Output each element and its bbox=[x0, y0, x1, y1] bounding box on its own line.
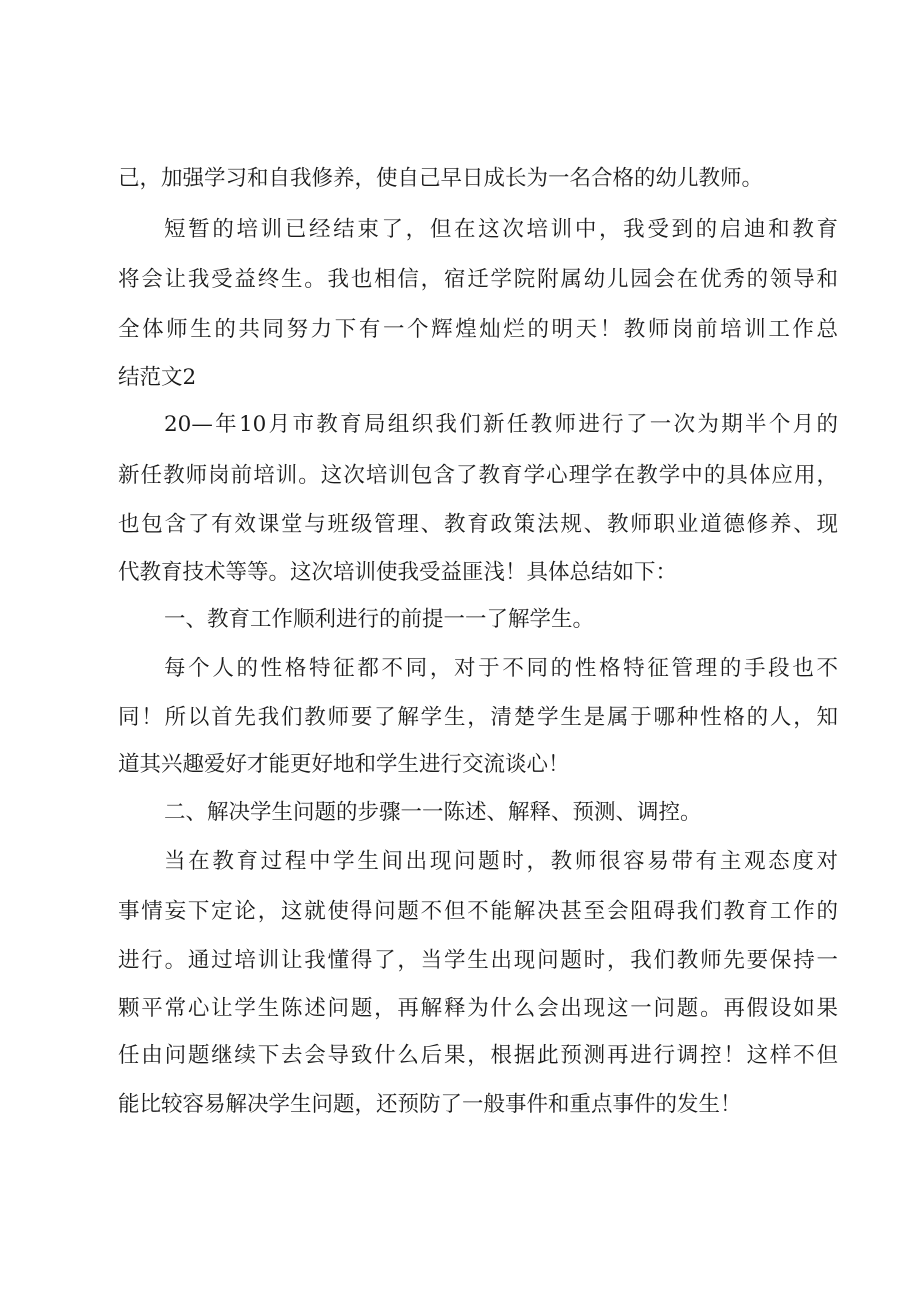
section-heading: 二、解决学生问题的步骤一一陈述、解释、预测、调控。 bbox=[164, 800, 702, 825]
text-line: 颗平常心让学生陈述问题，再解释为什么会出现这一问题。再假设如果 bbox=[118, 996, 838, 1021]
text-line: 也包含了有效课堂与班级管理、教育政策法规、教师职业道德修养、现 bbox=[118, 512, 838, 537]
text-line: 全体师生的共同努力下有一个辉煌灿烂的明天！教师岗前培训工作总 bbox=[118, 317, 838, 342]
text-line: 代教育技术等等。这次培训使我受益匪浅！具体总结如下： bbox=[118, 560, 678, 585]
text-line: 结范文2 bbox=[118, 365, 197, 390]
text-line: 同！所以首先我们教师要了解学生，清楚学生是属于哪种性格的人，知 bbox=[118, 705, 838, 730]
paragraph-first-line: 每个人的性格特征都不同，对于不同的性格特征管理的手段也不 bbox=[164, 656, 838, 681]
text-line: 事情妄下定论，这就使得问题不但不能解决甚至会阻碍我们教育工作的 bbox=[118, 899, 838, 924]
text-line: 新任教师岗前培训。这次培训包含了教育学心理学在教学中的具体应用， bbox=[118, 463, 838, 488]
text-line: 任由问题继续下去会导致什么后果，根据此预测再进行调控！这样不但 bbox=[118, 1043, 838, 1068]
section-heading: 一、教育工作顺利进行的前提一一了解学生。 bbox=[164, 607, 595, 632]
paragraph-first-line: 20—年10月市教育局组织我们新任教师进行了一次为期半个月的 bbox=[164, 412, 838, 437]
text-line: 道其兴趣爱好才能更好地和学生进行交流谈心！ bbox=[118, 752, 570, 777]
paragraph-first-line: 当在教育过程中学生间出现问题时，教师很容易带有主观态度对 bbox=[164, 849, 838, 874]
text-line: 己，加强学习和自我修养，使自己早日成长为一名合格的幼儿教师。 bbox=[118, 166, 764, 191]
paragraph-first-line: 短暂的培训已经结束了，但在这次培训中，我受到的启迪和教育 bbox=[164, 217, 838, 242]
text-line: 将会让我受益终生。我也相信，宿迁学院附属幼儿园会在优秀的领导和 bbox=[118, 267, 838, 292]
text-line: 能比较容易解决学生问题，还预防了一般事件和重点事件的发生！ bbox=[118, 1092, 742, 1117]
text-line: 进行。通过培训让我懂得了，当学生出现问题时，我们教师先要保持一 bbox=[118, 948, 838, 973]
